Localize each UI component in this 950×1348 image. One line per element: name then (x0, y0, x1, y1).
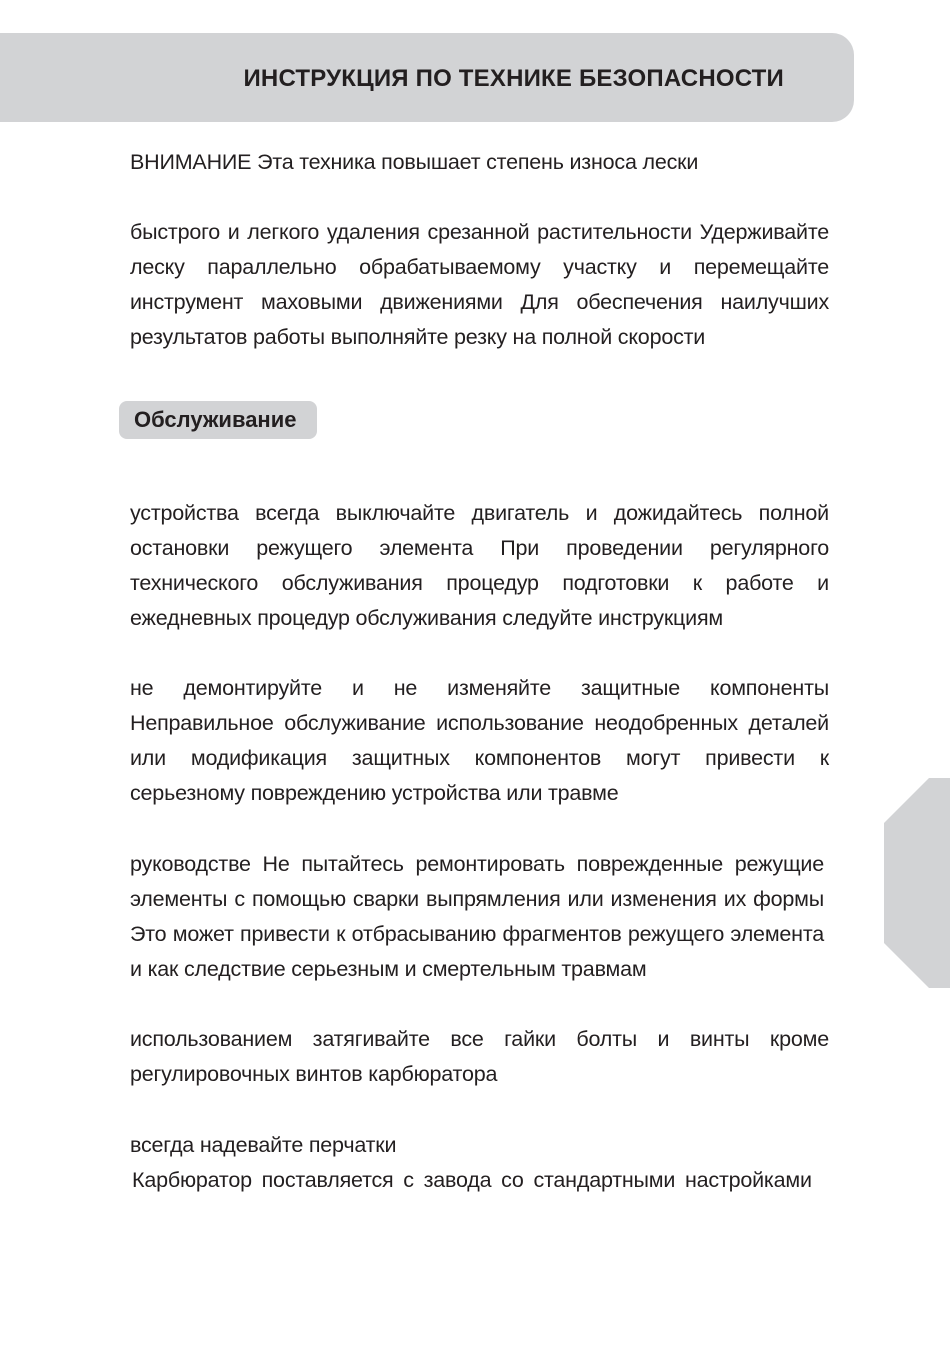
page-title: ИНСТРУКЦИЯ ПО ТЕХНИКЕ БЕЗОПАСНОСТИ (243, 65, 784, 92)
maintenance-paragraph-4: использованием затягивайте все гайки болты и винты кроме регулировочных винтов карбюратора (130, 1027, 829, 1086)
warning-paragraph: ВНИМАНИЕ Эта техника повышает степень износа лески (130, 150, 699, 174)
maintenance-paragraph-5-line-2: Карбюратор поставляется с завода со стандартными настройками (132, 1168, 812, 1192)
maintenance-paragraph-2: не демонтируйте и не изменяйте защитные компоненты Неправильное обслуживание использование неодобренных деталей или модификация защитных компонентов могут привести к серьезному повреждению устройства или травме (130, 676, 829, 805)
section-title: Обслуживание (134, 407, 297, 432)
side-tab (884, 778, 950, 988)
maintenance-paragraph-5-line-1: всегда надевайте перчатки (130, 1133, 397, 1157)
maintenance-paragraph-3: руководстве Не пытайтесь ремонтировать поврежденные режущие элементы с помощью сварки выпрямления или изменения их формы Это может привести к отбрасыванию фрагментов режущего элемента и как следствие серьезным и смертельным травмам (130, 852, 824, 981)
header-bar (0, 33, 854, 122)
maintenance-paragraph-1: устройства всегда выключайте двигатель и дожидайтесь полной остановки режущего элемента При проведении регулярного технического обслуживания процедур подготовки к работе и ежедневных процедур обслуживания следуйте инструкциям (130, 501, 829, 630)
cutting-paragraph: быстрого и легкого удаления срезанной растительности Удерживайте леску параллельно обрабатываемому участку и перемещайте инструмент маховыми движениями Для обеспечения наилучших результатов работы выполняйте резку на полной скорости (130, 220, 829, 349)
section-heading (119, 401, 317, 439)
